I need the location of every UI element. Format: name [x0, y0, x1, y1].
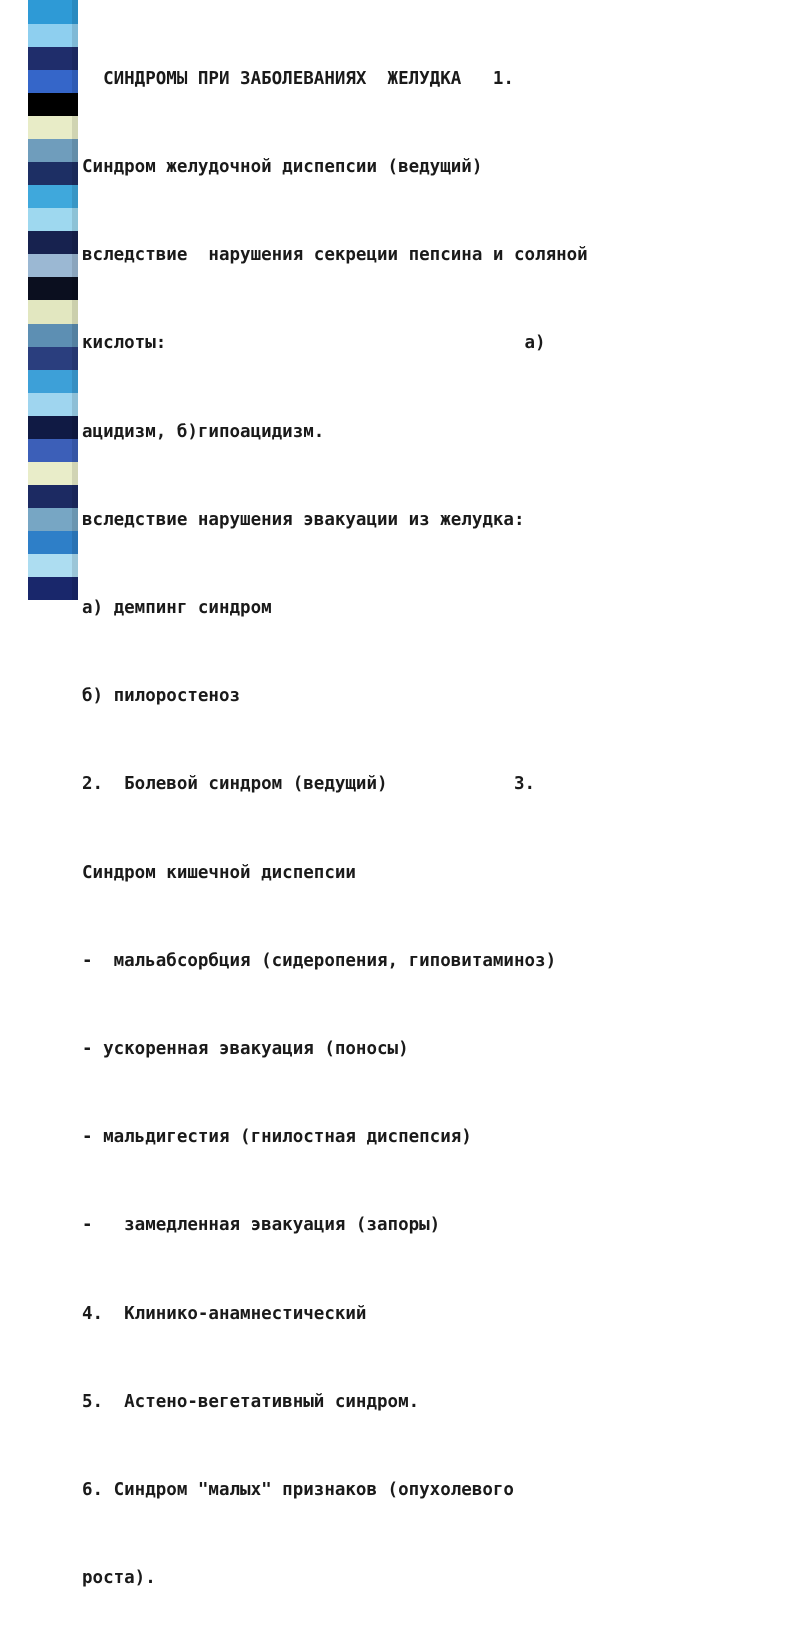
stripe-band: [28, 485, 78, 509]
text-line: 4. Клинико-анамнестический: [82, 1303, 367, 1324]
stripe-band: [28, 208, 78, 232]
stripe-band: [28, 346, 78, 370]
text-line: вследствие нарушения секреции пепсина и соляной: [82, 245, 588, 266]
stripe-shadow: [72, 0, 78, 600]
text-line: Синдром кишечной диспепсии: [82, 862, 356, 883]
text-line: 2. Болевой синдром (ведущий) 3.: [82, 774, 536, 795]
stripe-band: [28, 23, 78, 47]
text-line: роста).: [82, 1568, 156, 1589]
stripe-band: [28, 69, 78, 93]
text-line: ацидизм, б)гипоацидизм.: [82, 421, 325, 442]
stripe-band: [28, 185, 78, 209]
text-line: - мальдигестия (гнилостная диспепсия): [82, 1127, 472, 1148]
slide-title-line: СИНДРОМЫ ПРИ ЗАБОЛЕВАНИЯХ ЖЕЛУДКА 1.: [82, 68, 514, 89]
stripe-band: [28, 554, 78, 578]
text-line: Синдром желудочной диспепсии (ведущий): [82, 157, 483, 178]
text-line: кислоты: а): [82, 333, 546, 354]
stripe-band: [28, 231, 78, 255]
stripe-band: [28, 115, 78, 139]
stripe-band: [28, 508, 78, 532]
stripe-band: [28, 392, 78, 416]
text-line: - замедленная эвакуация (запоры): [82, 1215, 441, 1236]
text-line: - ускоренная эвакуация (поносы): [82, 1039, 409, 1060]
stripe-band: [28, 138, 78, 162]
stripe-band: [28, 162, 78, 186]
stripe-band: [28, 0, 78, 24]
stripe-band: [28, 300, 78, 324]
stripe-band: [28, 92, 78, 116]
text-line: вследствие нарушения эвакуации из желудка:: [82, 509, 525, 530]
stripe-band: [28, 577, 78, 601]
stripe-band: [28, 254, 78, 278]
stripe-band: [28, 323, 78, 347]
text-line: 6. Синдром "малых" признаков (опухолевого: [82, 1480, 514, 1501]
text-line: а) демпинг синдром: [82, 598, 272, 619]
text-line: 5. Астено-вегетативный синдром.: [82, 1391, 420, 1412]
stripe-band: [28, 531, 78, 555]
stripe-band: [28, 369, 78, 393]
slide-text: [82, 6, 792, 1652]
text-line: б) пилоростеноз: [82, 686, 241, 707]
stripe-band: [28, 438, 78, 462]
decorative-stripe-bar: [28, 0, 78, 600]
stripe-band: [28, 415, 78, 439]
stripe-band: [28, 277, 78, 301]
text-line: - мальабсорбция (сидеропения, гиповитаминоз): [82, 950, 557, 971]
stripe-band: [28, 46, 78, 70]
stripe-band: [28, 462, 78, 486]
